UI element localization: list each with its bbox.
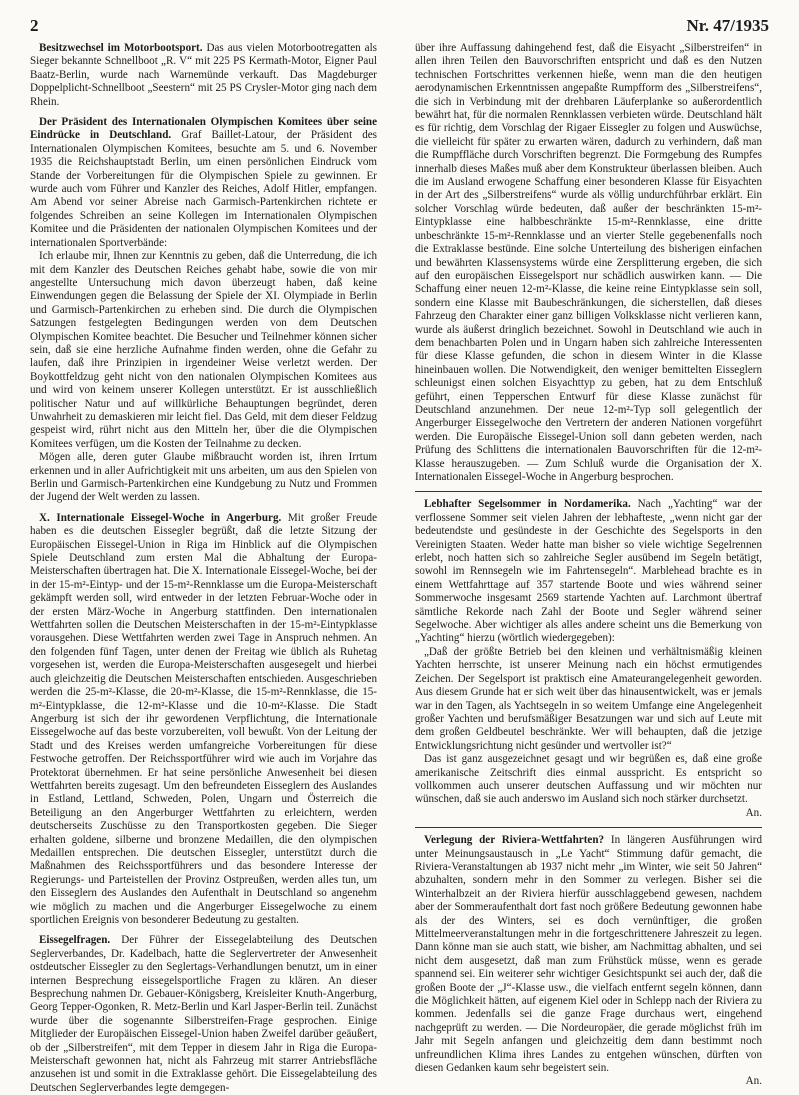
page-number: 2 — [30, 16, 39, 35]
article-segelsommer — [415, 498, 762, 820]
left-column — [30, 42, 377, 1094]
article-signature: An. — [745, 1075, 762, 1088]
article-headline: Lebhafter Segelsommer in Nordamerika. — [424, 498, 631, 511]
article-eissegelfragen-continued — [415, 42, 762, 484]
page-header — [30, 10, 769, 40]
article-headline: Verlegung der Riviera-Wettfahrten? — [424, 834, 605, 847]
letter-paragraph: Mögen alle, deren guter Glaube mißbraucht worden ist, ihren Irrtum erkennen und in aller Aufrichtigkeit mit uns arbeiten, um aus den Spielen von Berlin und Garmisch-Partenkirchen eine Kundgebung zu Nutz und Frommen der Jugend der Welt werden zu lassen. — [30, 451, 377, 504]
article-eissegelwoche — [30, 512, 377, 928]
separator-rule — [415, 491, 762, 492]
article-body: über ihre Auffassung dahingehend fest, daß die Eisyacht „Silberstreifen“ in allen ihren Teilen den Bauvorschriften entspricht und daß es den Nutzen technischen Fortschrittes verkennen hieße, wenn man die den heutigen aerodynamischen Erkenntnissen angepaßte Rumpfform des „Silberstreifens“, die sich in Verbindung mit der drehbaren Läuferplanke so außerordentlich bewährt hat, für die normalen Rennklassen verbieten würde. Deutschland hält es für richtig, dem Vorschlag der Rigaer Eissegler zu folgen und Auswüchse, die vielleicht für später zu erwarten wären, dadurch zu verhindern, daß man die Rumpffläche durch Vorschriften begrenzt. Die Formgebung des Rumpfes innerhalb dieses Maßes muß aber dem Konstrukteur überlassen bleiben. Auch die im Ausland erwogene Schaffung einer besonderen Klasse für Eisyachten in der Art des „Silberstreifens“ wurde als völlig undurchführbar erklärt. Ein solcher Vorschlag würde bedeuten, daß außer der beschränkten 15-m²-Eintypklasse eine halbbeschränkte 15-m²-Rennklasse, eine dritte unbeschränkte 15-m²-Rennklasse und an vierter Stelle gegebenenfalls noch die Extraklasse bestünde. Eine solche Unterteilung des bisherigen einfachen und bewährten Klassensystems würde eine Zersplitterung ergeben, die sich auf den europäischen Eissegelsport nur schädlich auswirken kann. — Die Schaffung einer neuen 12-m²-Klasse, die keine reine Eintypklasse sein soll, sondern eine Klasse mit Baubeschränkungen, die sicherstellen, daß dieses Fahrzeug den Charakter einer ganz billigen Volksklasse nicht verlieren kann, wurde als äußerst dringlich bezeichnet. Sowohl in Deutschland wie auch in dem benachbarten Polen und in Ungarn haben sich zahlreiche Interessenten für diese Klasse gefunden, die schon in diesem Winter in die Klasse hineinbauen wollen. Die Notwendigkeit, den weniger bemittelten Eisseglern schleunigst einen solchen Eisyachttyp zu geben, hat zu dem Entschluß geführt, einen Tepperschen Entwurf für diese Klasse zunächst für Deutschland anzunehmen. Der neue 12-m²-Typ soll gelegentlich der Angerburger Eissegelwoche den Vertretern der anderen Nationen vorgeführt werden. Die Europäische Eissegel-Union soll dann gebeten werden, nach Prüfung des Schlittens die internationalen Bauvorschriften für die 12-m²-Klasse herauszugeben. — Zum Schluß wurde die Organisation der X. Internationalen Eissegel-Woche in Angerburg besprochen. — [415, 42, 762, 483]
right-column — [415, 42, 763, 1088]
quote-paragraph: „Daß der größte Betrieb bei den kleinen und verhältnismäßig kleinen Yachten herrschte, ist unserer Meinung nach ein höchst ermutigendes Zeichen. Der Segelsport ist praktisch eine Amateurangelegenheit geworden. Aus diesem Grunde hat er sich weit über das hinausentwickelt, was er jemals war in den Tagen, als Yachtsegeln in so weitem Umfange eine Angelegenheit großer Yachten und berufsmäßiger Besatzungen war und sich auf Leute mit dem großen Geldbeutel beschränkte. Wer will behaupten, daß die jetzige Entwicklungsrichtung nicht gesünder und wertvoller ist?“ — [415, 645, 762, 752]
article-besitzwechsel — [30, 42, 377, 109]
article-headline: X. Internationale Eissegel-Woche in Angerburg. — [39, 511, 282, 524]
article-praesident — [30, 116, 377, 505]
article-body: Der Führer der Eissegelabteilung des Deutschen Seglerverbandes, Dr. Kadelbach, hatte die Seglervertreter der Anwesenheit ostdeutscher Eissegler zu den Seglertags-Verhandlungen benutzt, um in einer internen Besprechung eissegelsportliche Fragen zu klären. An dieser Besprechung nahmen Dr. Gebauer-Königsberg, Kreisleiter Knuth-Angerburg, Georg Tepper-Ogonken, R. Metz-Berlin und Karl Jasper-Berlin teil. Zunächst wurde über die sogenannte Silberstreifen-Frage gesprochen. Einige Mitglieder der Europäischen Eissegel-Union haben Zweifel darüber geäußert, ob der „Silberstreifen“, mit dem Tepper in diesem Jahr in Riga die Europa-Meisterschaft gewonnen hat, nicht als Fahrzeug mit starrer Antriebsfläche anzusehen ist und somit in die Extraklasse gehört. Die Eissegelabteilung des Deutschen Seglerverbandes legte demgegen- — [30, 934, 377, 1094]
article-signature: An. — [745, 806, 762, 819]
article-body: Nach „Yachting“ war der verflossene Sommer seit vielen Jahren der lebhafteste, „wenn nicht gar der bedeutendste und gesündeste in der Geschichte des Segelsports in den Vereinigten Staaten. Weder hatte man bisher so viele wichtige Segelrennen erlebt, noch hatten sich so zahlreiche Segler ausübend im Segeln betätigt, sowohl im Rennsegeln wie im Fahrtensegeln“. Marblehead brachte es in einem Wettfahrttage auf 357 startende Boote und wies während seiner Sommerwoche insgesamt 2569 startende Yachten auf. Larchmont übertraf sämtliche Rekorde nach Zahl der Boote und Segler während seiner Segelwoche. Aber wichtiger als alles andere scheint uns die Bemerkung von „Yachting“ hierzu (wörtlich wiedergegeben): — [415, 498, 762, 645]
article-headline: Besitzwechsel im Motorbootsport. — [39, 42, 203, 54]
article-intro: Graf Baillet-Latour, der Präsident des Internationalen Olympischen Komitees, besuchte am 5. und 6. November 1935 die Reichshauptstadt Berlin, um einen persönlichen Eindruck vom Stande der Vorbereitungen für die Olympischen Spiele zu gewinnen. Er wurde auch vom Führer und Kanzler des Reiches, Adolf Hitler, empfangen. Am Abend vor seiner Abreise nach Garmisch-Partenkirchen richtete er folgendes Schreiben an seine Kollegen im Internationalen Olympischen Komitee und die Präsidenten der nationalen Olympischen Komitees und der internationalen Sportverbände: — [30, 129, 377, 249]
issue-number: Nr. 47/1935 — [686, 16, 769, 35]
article-riviera — [415, 834, 762, 1089]
separator-rule — [415, 827, 762, 828]
article-headline: Der Präsident des Internationalen Olympischen Komitees über seine Eindrücke in Deutschland. — [30, 116, 377, 142]
article-body: In längeren Ausführungen wird unter Meinungsaustausch in „Le Yacht“ Stimmung dafür gemacht, die Riviera-Veranstaltungen ab 1937 nicht mehr „im Winter, wie seit 50 Jahren“ abzuhalten, sondern mehr in den Sommer zu verlegen. Bisher sei die Winterhalbzeit an der Riviera hierfür ausschlaggebend gewesen, nachdem aber der Sommeraufenthalt dort fast noch größere Bedeutung gewonnen habe als der des Winters, sei es doch vernünftiger, die großen Mittelmeerveranstaltungen mehr in die fortgeschrittenere Jahreszeit zu legen. Dann könne man sie auch statt, wie bisher, am Nachmittag abhalten, und sei nicht dem ausgesetzt, daß man zum Frühstück müsse, wenn es gerade spannend sei. Ein weiterer sehr wichtiger Gesichtspunkt sei auch der, daß die großen Boote der „J“-Klasse usw., die vielfach entfernt segeln können, dann die Möglichkeit hätten, auf eigenem Kiel oder in Schlepp nach der Riviera zu kommen. Jedenfalls sei die ganze Frage durchaus wert, eingehend nachgeprüft zu werden. — Die Nordeuropäer, die gerade möglichst früh im Jahr mit Segeln anfangen und gleichzeitig dem dann bestimmt noch unfreundlichen Klima ihres Landes zu entgehen wünschen, dürften von diesen Gedanken kaum sehr begeistert sein. — [415, 834, 763, 1075]
article-body: Mit großer Freude haben es die deutschen Eissegler begrüßt, daß die letzte Sitzung der Europäischen Eissegel-Union in Riga im Hinblick auf die Olympischen Spiele Deutschland zum ersten Mal die Abhaltung der Europa-Meisterschaften übertragen hat. Die X. Internationale Eissegel-Woche, bei der in der 15-m²-Eintyp- und der 15-m²-Rennklasse um die Europa-Meisterschaft gekämpft werden soll, wird entweder in der letzten Februar-Woche oder in der ersten März-Woche in Angerburg stattfinden. Den internationalen Wettfahrten sollen die Deutschen Meisterschaften in der 15-m²-Eintypklasse vorausgehen. Diese Wettfahrten werden zwei Tage in Anspruch nehmen. An den folgenden fünf Tagen, unter denen der Freitag wie üblich als Ruhetag vorgesehen ist, werden die Europa-Meisterschaften ausgesegelt und hierbei auch gleichzeitig die Deutschen Meisterschaften entschieden. Ausgeschrieben werden die 25-m²-Klasse, die 20-m²-Klasse, die 15-m²-Rennklasse, die 15-m²-Eintypklasse, die 12-m²-Klasse und die 10-m²-Klasse. Die Stadt Angerburg ist sich der ihr gewordenen Verpflichtung, die Internationale Eissegelwoche auf das beste vorzubereiten, voll bewußt. Von der Leitung der Stadt und des Kreises werden umfangreiche Vorbereitungen für diese Festwoche getroffen. Der Reichssportführer wird wie auch im Vorjahre das Protektorat übernehmen. Er hat seine persönliche Anwesenheit bei diesen Wettfahrten bereits zugesagt. Um den befreundeten Eisseglern des Auslandes in Estland, Lettland, Schweden, Polen, Ungarn und Österreich die Beteiligung an den Angerburger Wettfahrten zu erleichtern, werden deutscherseits Zuschüsse zu den Transportkosten gegeben. Die Sieger erhalten goldene, silberne und bronzene Medaillen, die den olympischen Medaillen entsprechen. Die deutschen Eissegler, unterstützt durch die Maßnahmen des Reichssportführers und das besondere Interesse der Regierungs- und Parteistellen der Provinz Ostpreußen, werden alles tun, um den Eisseglern des Auslandes den Aufenthalt in Deutschland so angenehm wie möglich zu machen und die Angerburger Eissegelwoche zu einem sportlichen Ereignis von besonderer Bedeutung zu gestalten. — [30, 511, 377, 926]
article-body: Das aus vielen Motorbootregatten als Sieger bekannte Schnellboot „R. V“ mit 225 PS Kermath-Motor, Eigner Paul Baatz-Berlin, wurde nach Warnemünde verkauft. Das Magdeburger Doppelplicht-Schnellboot „Seestern“ mit 25 PS Crysler-Motor ging nach dem Rhein. — [30, 42, 377, 108]
letter-paragraph: Ich erlaube mir, Ihnen zur Kenntnis zu geben, daß die Unterredung, die ich mit dem Kanzler des Deutschen Reiches gehabt habe, sowie die von mir angestellte Untersuchung mich davon überzeugt haben, daß keine Einwendungen gegen die Belassung der Spiele der XI. Olympiade in Berlin und Garmisch-Partenkirchen zu erheben sind. Die durch die Olympischen Satzungen festgelegten Bedingungen werden von dem Deutschen Olympischen Komitee beachtet. Die Besucher und Teilnehmer können sicher sein, daß sie eine herzliche Aufnahme finden werden, ohne die Gefahr zu laufen, daß ihre Prinzipien in irgendeiner Weise verletzt werden. Der Boykottfeldzug geht nicht von den nationalen Olympischen Komitees aus und wird von keinem unserer Kollegen unterstützt. Er ist ausschließlich politischer Natur und auf willkürliche Behauptungen begründet, deren Unwahrheit zu demaskieren mir leicht fiel. Das Geld, mit dem dieser Feldzug gespeist wird, rührt nicht aus den Mitteln her, über die die Olympischen Komitees verfügen, um die Kosten der Teilnahme zu decken. — [30, 250, 377, 450]
article-headline: Eissegelfragen. — [39, 934, 111, 947]
article-closing: Das ist ganz ausgezeichnet gesagt und wir begrüßen es, daß eine große amerikanische Zeitschrift dies einmal ausspricht. Es entspricht so vollkommen auch unserer deutschen Auffassung und wir möchten nur wünschen, daß sie auch anderswo im Ausland sich noch stärker durchsetzt. — [415, 753, 762, 806]
article-eissegelfragen — [30, 934, 377, 1095]
